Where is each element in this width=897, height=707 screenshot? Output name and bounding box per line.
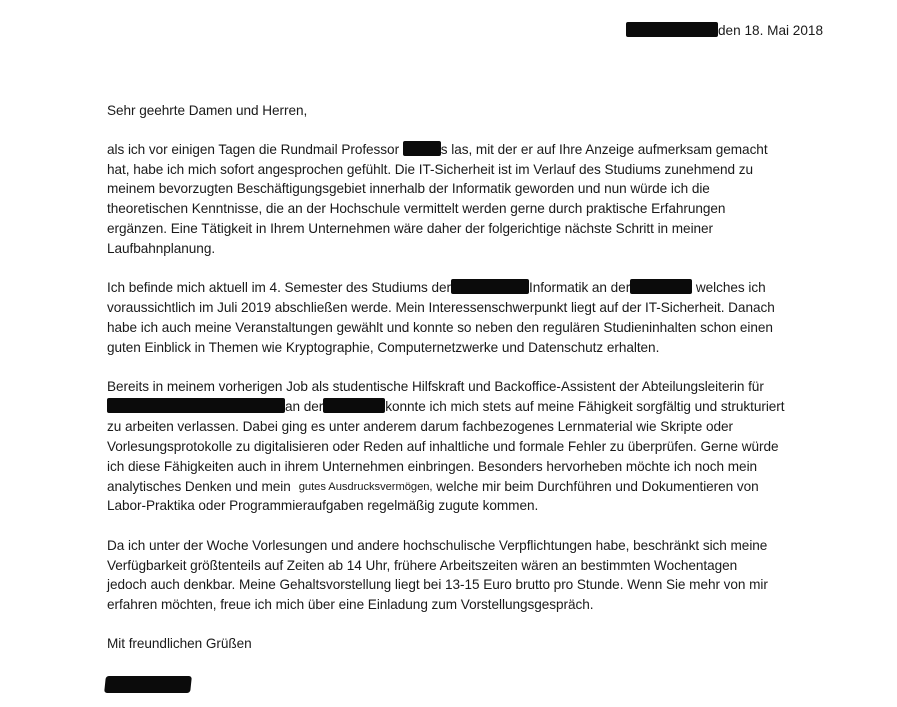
- p3-line2-text-b: konnte ich mich stets auf meine Fähigkeit sorgfältig und strukturiert: [385, 399, 785, 414]
- p4-line2: Verfügbarkeit größtenteils auf Zeiten ab 14 Uhr, frühere Arbeitszeiten wären an bestimmten Wochentagen: [107, 558, 738, 573]
- p3-line4: Vorlesungsprotokolle zu digitalisieren oder Reden auf inhaltliche und formale Fehler zu überprüfen. Gerne würde: [107, 439, 779, 454]
- p2-line2: voraussichtlich im Juli 2019 abschließen werde. Mein Interessenschwerpunkt liegt auf der IT-Sicherheit. Danach: [107, 300, 775, 315]
- p3-line1: Bereits in meinem vorherigen Job als studentische Hilfskraft und Backoffice-Assistent der Abteilungsleiterin für: [107, 379, 764, 394]
- redacted-university: [630, 279, 692, 294]
- p3-line3: zu arbeiten verlassen. Dabei ging es unter anderem darum fachbezogenes Lernmaterial wie Skripte oder: [107, 419, 733, 434]
- letter-date: den 18. Mai 2018: [718, 23, 824, 38]
- p1-line3: meinem bevorzugten Beschäftigungsgebiet innerhalb der Informatik geworden und nun würde ich die: [107, 181, 710, 196]
- p3-line2-text-a: an der: [285, 399, 324, 414]
- p2-line1-text-a: Ich befinde mich aktuell im 4. Semester des Studiums der: [107, 280, 452, 295]
- p4-line4: erfahren möchten, freue ich mich über eine Einladung zum Vorstellungsgespräch.: [107, 597, 594, 612]
- p1-line1-text-b: s las, mit der er auf Ihre Anzeige aufmerksam gemacht: [440, 142, 768, 157]
- redacted-department: [107, 398, 285, 413]
- salutation: Sehr geehrte Damen und Herren,: [107, 103, 308, 118]
- p4-line1: Da ich unter der Woche Vorlesungen und andere hochschulische Verpflichtungen habe, beschränkt sich meine: [107, 538, 768, 553]
- p3-line6-text-b: welche mir beim Durchführen und Dokumentieren von: [432, 479, 759, 494]
- redacted-program: [451, 279, 529, 294]
- redacted-institution: [323, 398, 385, 413]
- redacted-signature: [104, 676, 192, 693]
- p2-line1-text-b: Informatik an der: [529, 280, 631, 295]
- p1-line4: theoretischen Kenntnisse, die an der Hochschule vermittelt werden gerne durch praktische Erfahrungen: [107, 201, 726, 216]
- closing: Mit freundlichen Grüßen: [107, 636, 252, 651]
- p2-line1: [107, 278, 766, 298]
- p2-line1-text-c: welches ich: [692, 280, 766, 295]
- p3-line2: [107, 397, 785, 417]
- p2-line3: habe ich auch meine Veranstaltungen gewählt und konnte so neben den regulären Studieninhalten schon einen: [107, 320, 773, 335]
- p3-line5: ich diese Fähigkeiten auch in ihrem Unternehmen einbringen. Besonders hervorheben möchte ich noch mein: [107, 459, 758, 474]
- p1-line5: ergänzen. Eine Tätigkeit in Ihrem Unternehmen wäre daher der folgerichtige nächste Schritt in meiner: [107, 221, 714, 236]
- redacted-professor-name: [403, 141, 441, 156]
- redacted-place: [626, 22, 718, 37]
- inserted-phrase: gutes Ausdrucksvermögen,: [298, 481, 433, 493]
- p3-line7: Labor-Praktika oder Programmieraufgaben regelmäßig zugute kommen.: [107, 498, 539, 513]
- p4-line3: jedoch auch denkbar. Meine Gehaltsvorstellung liegt bei 13-15 Euro brutto pro Stunde. Wenn Sie mehr von mir: [107, 577, 768, 592]
- p1-line6: Laufbahnplanung.: [107, 241, 216, 256]
- p1-line1-text-a: als ich vor einigen Tagen die Rundmail Professor: [107, 142, 403, 157]
- p3-line6-text-a: analytisches Denken und mein: [107, 479, 291, 494]
- p1-line1: [107, 140, 768, 160]
- p1-line2: hat, habe ich mich sofort angesprochen gefühlt. Die IT-Sicherheit ist im Verlauf des Studiums zunehmend zu: [107, 162, 754, 177]
- p2-line4: guten Einblick in Themen wie Kryptographie, Computernetzwerke und Datenschutz erhalten.: [107, 340, 660, 355]
- date-line: [626, 21, 823, 41]
- p3-line6: [107, 477, 759, 498]
